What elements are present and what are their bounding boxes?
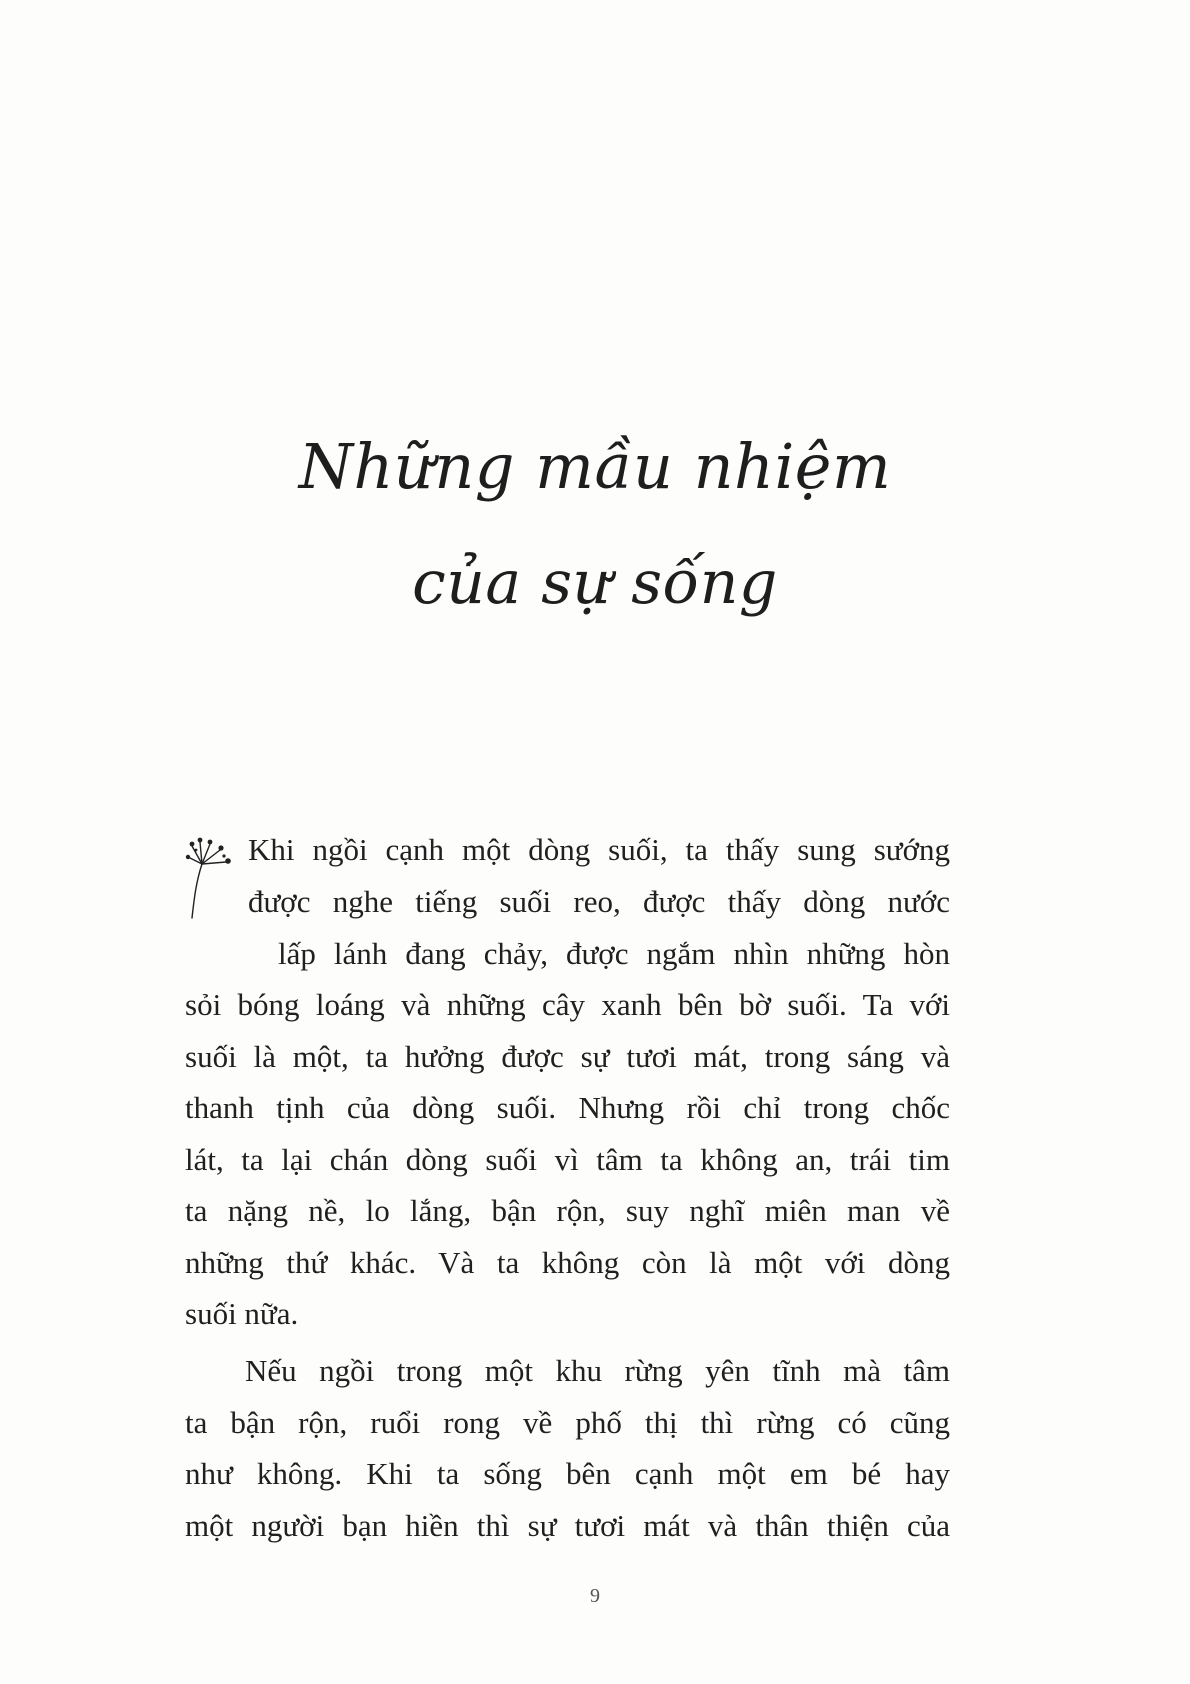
paragraph-1-line-5: suối là một, ta hưởng được sự tươi mát, trong sáng và (185, 1038, 950, 1074)
paragraph-1-line-4: sỏi bóng loáng và những cây xanh bên bờ suối. Ta với (185, 987, 950, 1022)
paragraph-1-line-2: được nghe tiếng suối reo, được thấy dòng nước (248, 883, 950, 919)
flower-sprig-icon (182, 830, 238, 920)
paragraph-2-line-1: Nếu ngồi trong một khu rừng yên tĩnh mà tâm (245, 1353, 950, 1388)
paragraph-1-lead (248, 824, 950, 927)
paragraph-1-line-7: lát, ta lại chán dòng suối vì tâm ta không an, trái tim (185, 1141, 950, 1177)
chapter-title-line-1: Những mầu nhiệm (298, 430, 892, 503)
paragraph-1-line-1: Khi ngồi cạnh một dòng suối, ta thấy sung sướng (248, 832, 950, 867)
paragraph-1-line-8: ta nặng nề, lo lắng, bận rộn, suy nghĩ miên man về (185, 1193, 950, 1228)
paragraph-1-body (185, 979, 950, 1340)
paragraph-1-indented-line (278, 928, 950, 980)
paragraph-1-line-10: suối nữa. (185, 1296, 299, 1331)
paragraph-2-line-2: ta bận rộn, ruổi rong về phố thị thì rừng có cũng (185, 1404, 950, 1440)
paragraph-2-line-3: như không. Khi ta sống bên cạnh một em bé hay (185, 1456, 950, 1491)
paragraph-2 (185, 1345, 950, 1551)
paragraph-1-line-3: lấp lánh đang chảy, được ngắm nhìn những hòn (278, 936, 950, 971)
paragraph-2-line-4: một người bạn hiền thì sự tươi mát và thân thiện của (185, 1507, 950, 1543)
chapter-title-line-2: của sự sống (412, 548, 778, 618)
paragraph-1-line-9: những thứ khác. Và ta không còn là một với dòng (185, 1244, 950, 1280)
paragraph-1-line-6: thanh tịnh của dòng suối. Nhưng rồi chỉ trong chốc (185, 1090, 950, 1125)
page-number: 9 (590, 1585, 600, 1607)
